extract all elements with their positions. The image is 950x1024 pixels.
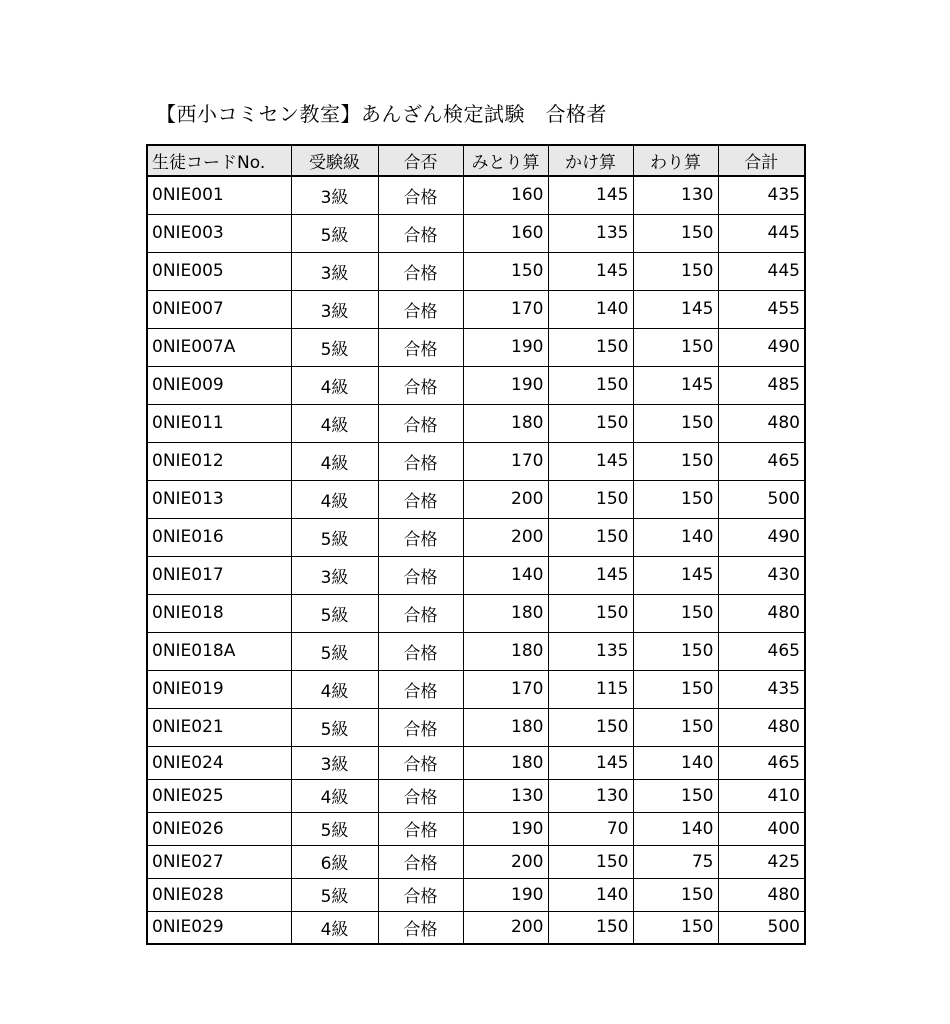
cell-wari-zan: 150 xyxy=(633,708,718,746)
cell-wari-zan: 150 xyxy=(633,480,718,518)
header-total: 合計 xyxy=(718,145,805,176)
cell-mitori-zan: 160 xyxy=(463,214,548,252)
cell-pass-fail: 合格 xyxy=(378,670,463,708)
cell-pass-fail: 合格 xyxy=(378,746,463,779)
table-row xyxy=(147,556,805,594)
cell-total: 490 xyxy=(718,518,805,556)
cell-total: 480 xyxy=(718,708,805,746)
cell-kake-zan: 145 xyxy=(548,746,633,779)
cell-pass-fail: 合格 xyxy=(378,252,463,290)
cell-kake-zan: 135 xyxy=(548,632,633,670)
cell-wari-zan: 140 xyxy=(633,812,718,845)
cell-mitori-zan: 190 xyxy=(463,366,548,404)
cell-exam-grade: 5級 xyxy=(291,878,378,911)
table-row xyxy=(147,878,805,911)
cell-mitori-zan: 180 xyxy=(463,594,548,632)
cell-kake-zan: 150 xyxy=(548,404,633,442)
cell-total: 445 xyxy=(718,252,805,290)
cell-total: 480 xyxy=(718,594,805,632)
cell-pass-fail: 合格 xyxy=(378,878,463,911)
cell-student-code: 0NIE017 xyxy=(147,556,291,594)
cell-student-code: 0NIE007 xyxy=(147,290,291,328)
cell-wari-zan: 150 xyxy=(633,878,718,911)
cell-kake-zan: 145 xyxy=(548,176,633,214)
cell-mitori-zan: 190 xyxy=(463,878,548,911)
cell-pass-fail: 合格 xyxy=(378,442,463,480)
cell-total: 410 xyxy=(718,779,805,812)
cell-wari-zan: 150 xyxy=(633,632,718,670)
cell-mitori-zan: 180 xyxy=(463,708,548,746)
cell-exam-grade: 4級 xyxy=(291,779,378,812)
cell-pass-fail: 合格 xyxy=(378,812,463,845)
cell-exam-grade: 3級 xyxy=(291,556,378,594)
cell-total: 485 xyxy=(718,366,805,404)
cell-kake-zan: 145 xyxy=(548,442,633,480)
cell-exam-grade: 4級 xyxy=(291,404,378,442)
cell-pass-fail: 合格 xyxy=(378,779,463,812)
cell-total: 490 xyxy=(718,328,805,366)
cell-student-code: 0NIE016 xyxy=(147,518,291,556)
cell-total: 480 xyxy=(718,878,805,911)
cell-student-code: 0NIE025 xyxy=(147,779,291,812)
cell-exam-grade: 3級 xyxy=(291,176,378,214)
cell-total: 455 xyxy=(718,290,805,328)
cell-total: 465 xyxy=(718,746,805,779)
table-row xyxy=(147,252,805,290)
cell-student-code: 0NIE011 xyxy=(147,404,291,442)
cell-wari-zan: 150 xyxy=(633,779,718,812)
cell-pass-fail: 合格 xyxy=(378,480,463,518)
cell-pass-fail: 合格 xyxy=(378,176,463,214)
cell-student-code: 0NIE021 xyxy=(147,708,291,746)
cell-exam-grade: 6級 xyxy=(291,845,378,878)
cell-total: 435 xyxy=(718,176,805,214)
cell-exam-grade: 4級 xyxy=(291,670,378,708)
table-row xyxy=(147,632,805,670)
cell-exam-grade: 5級 xyxy=(291,708,378,746)
cell-exam-grade: 5級 xyxy=(291,518,378,556)
cell-exam-grade: 3級 xyxy=(291,290,378,328)
cell-kake-zan: 150 xyxy=(548,518,633,556)
table-row xyxy=(147,366,805,404)
cell-wari-zan: 150 xyxy=(633,252,718,290)
cell-total: 445 xyxy=(718,214,805,252)
table-row xyxy=(147,176,805,214)
cell-exam-grade: 4級 xyxy=(291,911,378,944)
cell-student-code: 0NIE029 xyxy=(147,911,291,944)
table-row xyxy=(147,442,805,480)
table-row xyxy=(147,328,805,366)
cell-wari-zan: 145 xyxy=(633,290,718,328)
cell-pass-fail: 合格 xyxy=(378,594,463,632)
cell-kake-zan: 130 xyxy=(548,779,633,812)
cell-wari-zan: 150 xyxy=(633,328,718,366)
cell-wari-zan: 150 xyxy=(633,911,718,944)
cell-mitori-zan: 200 xyxy=(463,518,548,556)
table-row xyxy=(147,290,805,328)
header-row xyxy=(147,145,805,176)
cell-total: 435 xyxy=(718,670,805,708)
cell-wari-zan: 140 xyxy=(633,518,718,556)
cell-wari-zan: 150 xyxy=(633,404,718,442)
cell-student-code: 0NIE026 xyxy=(147,812,291,845)
cell-pass-fail: 合格 xyxy=(378,290,463,328)
cell-student-code: 0NIE018A xyxy=(147,632,291,670)
cell-kake-zan: 150 xyxy=(548,594,633,632)
cell-kake-zan: 150 xyxy=(548,911,633,944)
header-kake-zan: かけ算 xyxy=(548,145,633,176)
cell-exam-grade: 5級 xyxy=(291,214,378,252)
cell-mitori-zan: 170 xyxy=(463,670,548,708)
cell-mitori-zan: 200 xyxy=(463,845,548,878)
cell-mitori-zan: 190 xyxy=(463,812,548,845)
cell-student-code: 0NIE018 xyxy=(147,594,291,632)
table-row xyxy=(147,670,805,708)
table-row xyxy=(147,812,805,845)
cell-student-code: 0NIE027 xyxy=(147,845,291,878)
cell-exam-grade: 3級 xyxy=(291,252,378,290)
results-table xyxy=(146,144,806,945)
cell-kake-zan: 135 xyxy=(548,214,633,252)
cell-student-code: 0NIE024 xyxy=(147,746,291,779)
table-row xyxy=(147,214,805,252)
cell-mitori-zan: 140 xyxy=(463,556,548,594)
cell-pass-fail: 合格 xyxy=(378,556,463,594)
cell-exam-grade: 4級 xyxy=(291,366,378,404)
cell-kake-zan: 150 xyxy=(548,328,633,366)
table-row xyxy=(147,708,805,746)
cell-wari-zan: 150 xyxy=(633,670,718,708)
cell-wari-zan: 140 xyxy=(633,746,718,779)
cell-mitori-zan: 150 xyxy=(463,252,548,290)
table-row xyxy=(147,911,805,944)
cell-mitori-zan: 190 xyxy=(463,328,548,366)
cell-kake-zan: 145 xyxy=(548,252,633,290)
header-student-code: 生徒コードNo. xyxy=(147,145,291,176)
cell-kake-zan: 115 xyxy=(548,670,633,708)
cell-kake-zan: 150 xyxy=(548,366,633,404)
cell-student-code: 0NIE003 xyxy=(147,214,291,252)
cell-mitori-zan: 200 xyxy=(463,911,548,944)
header-wari-zan: わり算 xyxy=(633,145,718,176)
table-row xyxy=(147,594,805,632)
table-row xyxy=(147,518,805,556)
cell-student-code: 0NIE019 xyxy=(147,670,291,708)
cell-kake-zan: 70 xyxy=(548,812,633,845)
cell-exam-grade: 3級 xyxy=(291,746,378,779)
cell-total: 480 xyxy=(718,404,805,442)
cell-pass-fail: 合格 xyxy=(378,845,463,878)
cell-mitori-zan: 170 xyxy=(463,442,548,480)
cell-kake-zan: 140 xyxy=(548,290,633,328)
cell-exam-grade: 5級 xyxy=(291,594,378,632)
cell-total: 430 xyxy=(718,556,805,594)
header-exam-grade: 受験級 xyxy=(291,145,378,176)
cell-wari-zan: 150 xyxy=(633,442,718,480)
header-mitori-zan: みとり算 xyxy=(463,145,548,176)
table-row xyxy=(147,845,805,878)
cell-student-code: 0NIE009 xyxy=(147,366,291,404)
cell-pass-fail: 合格 xyxy=(378,214,463,252)
table-body xyxy=(147,176,805,944)
cell-wari-zan: 145 xyxy=(633,556,718,594)
cell-kake-zan: 150 xyxy=(548,480,633,518)
cell-pass-fail: 合格 xyxy=(378,708,463,746)
cell-kake-zan: 140 xyxy=(548,878,633,911)
cell-exam-grade: 5級 xyxy=(291,812,378,845)
cell-total: 465 xyxy=(718,442,805,480)
table-row xyxy=(147,480,805,518)
cell-pass-fail: 合格 xyxy=(378,632,463,670)
document-title: 【西小コミセン教室】あんざん検定試験 合格者 xyxy=(156,102,607,126)
cell-mitori-zan: 180 xyxy=(463,404,548,442)
cell-student-code: 0NIE013 xyxy=(147,480,291,518)
cell-mitori-zan: 170 xyxy=(463,290,548,328)
cell-mitori-zan: 160 xyxy=(463,176,548,214)
cell-wari-zan: 150 xyxy=(633,594,718,632)
cell-pass-fail: 合格 xyxy=(378,404,463,442)
cell-total: 425 xyxy=(718,845,805,878)
cell-kake-zan: 150 xyxy=(548,845,633,878)
cell-student-code: 0NIE007A xyxy=(147,328,291,366)
header-pass-fail: 合否 xyxy=(378,145,463,176)
cell-wari-zan: 130 xyxy=(633,176,718,214)
cell-wari-zan: 150 xyxy=(633,214,718,252)
cell-total: 400 xyxy=(718,812,805,845)
cell-pass-fail: 合格 xyxy=(378,366,463,404)
table-row xyxy=(147,404,805,442)
cell-exam-grade: 5級 xyxy=(291,328,378,366)
cell-total: 500 xyxy=(718,480,805,518)
table-row xyxy=(147,746,805,779)
cell-pass-fail: 合格 xyxy=(378,328,463,366)
cell-pass-fail: 合格 xyxy=(378,911,463,944)
cell-student-code: 0NIE001 xyxy=(147,176,291,214)
cell-kake-zan: 150 xyxy=(548,708,633,746)
cell-exam-grade: 4級 xyxy=(291,480,378,518)
cell-exam-grade: 4級 xyxy=(291,442,378,480)
cell-student-code: 0NIE028 xyxy=(147,878,291,911)
cell-pass-fail: 合格 xyxy=(378,518,463,556)
cell-mitori-zan: 180 xyxy=(463,746,548,779)
cell-wari-zan: 145 xyxy=(633,366,718,404)
cell-exam-grade: 5級 xyxy=(291,632,378,670)
cell-kake-zan: 145 xyxy=(548,556,633,594)
cell-wari-zan: 75 xyxy=(633,845,718,878)
cell-total: 500 xyxy=(718,911,805,944)
table-row xyxy=(147,779,805,812)
cell-mitori-zan: 180 xyxy=(463,632,548,670)
cell-student-code: 0NIE012 xyxy=(147,442,291,480)
cell-student-code: 0NIE005 xyxy=(147,252,291,290)
cell-total: 465 xyxy=(718,632,805,670)
cell-mitori-zan: 130 xyxy=(463,779,548,812)
cell-mitori-zan: 200 xyxy=(463,480,548,518)
